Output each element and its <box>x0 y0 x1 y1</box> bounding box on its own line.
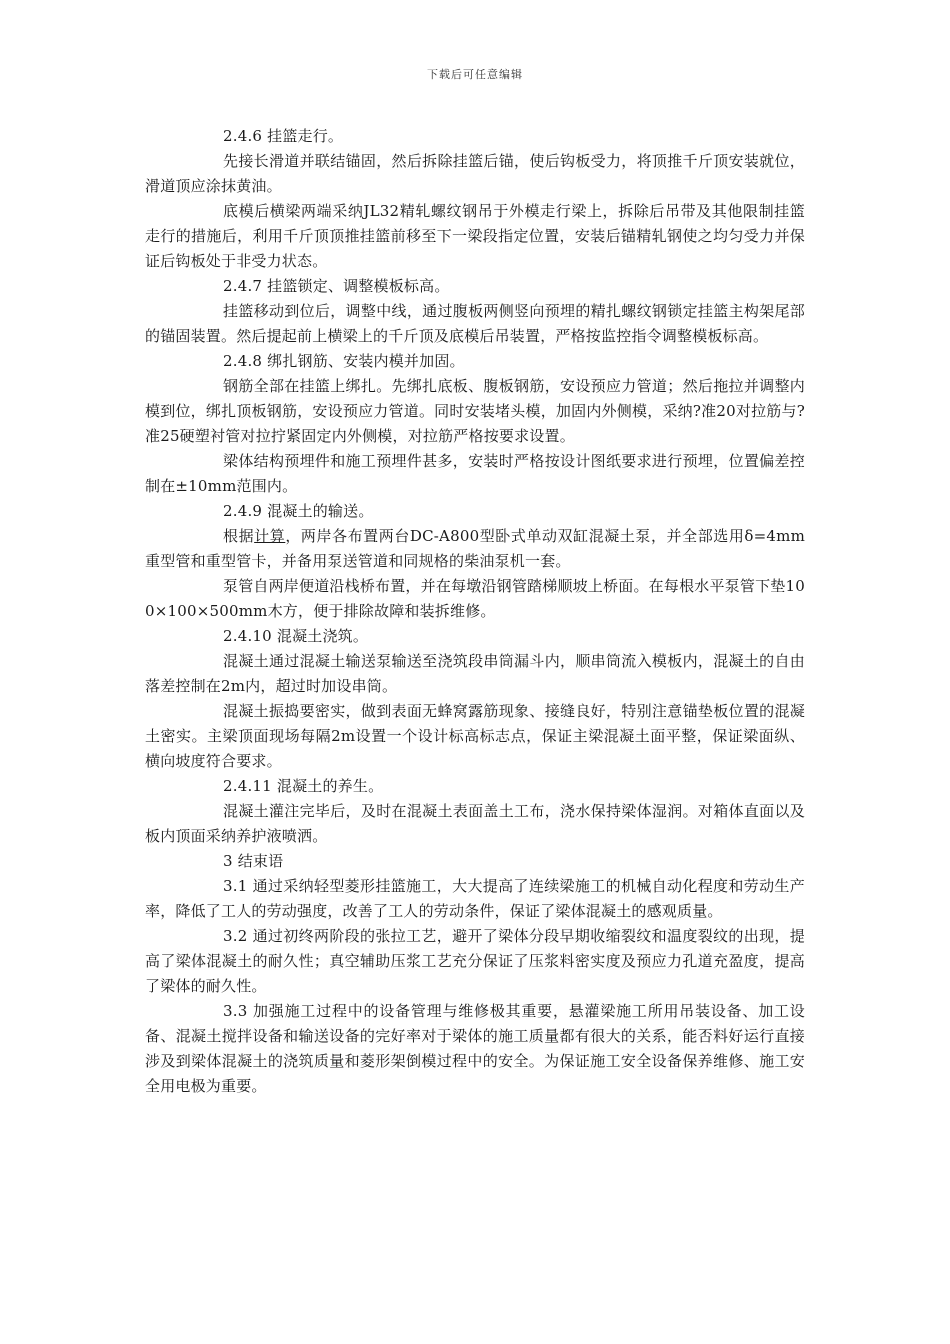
paragraph: 梁体结构预埋件和施工预埋件甚多，安装时严格按设计图纸要求进行预埋，位置偏差控制在±10mm范围内。 <box>145 452 805 495</box>
calculation-link[interactable]: 计算 <box>254 527 286 545</box>
heading-2-4-7: 2.4.7 挂篮锁定、调整模板标高。 <box>223 277 450 295</box>
paragraph: 先接长滑道并联结锚固，然后拆除挂篮后锚，使后钩板受力，将顶推千斤顶安装就位，滑道顶应涂抹黄油。 <box>145 152 805 195</box>
paragraph: 混凝土通过混凝土输送泵输送至浇筑段串筒漏斗内，顺串筒流入模板内，混凝土的自由落差控制在2m内，超过时加设串筒。 <box>145 652 805 695</box>
paragraph-text: ，两岸各布置两台DC-A800型卧式单动双缸混凝土泵，并全部选用δ=4mm重型管和重型管卡，并备用泵送管道和同规格的柴油泵机一套。 <box>145 527 806 570</box>
paragraph: 底模后横梁两端采纳JL32精轧螺纹钢吊于外模走行梁上，拆除后吊带及其他限制挂篮走行的措施后，利用千斤顶顶推挂篮前移至下一梁段指定位置，安装后锚精轧钢使之均匀受力并保证后钩板处于非受力状态。 <box>145 202 805 270</box>
paragraph: 3.3 加强施工过程中的设备管理与维修极其重要，悬灌梁施工所用吊装设备、加工设备、混凝土搅拌设备和输送设备的完好率对于梁体的施工质量都有很大的关系，能否料好运行直接涉及到梁体混凝土的浇筑质量和菱形架倒模过程中的安全。为保证施工安全设备保养维修、施工安全用电极为重要。 <box>145 1002 805 1095</box>
paragraph: 混凝土振捣要密实，做到表面无蜂窝露筋现象、接缝良好，特别注意锚垫板位置的混凝土密实。主梁顶面现场每隔2m设置一个设计标高标志点，保证主梁混凝土面平整，保证梁面纵、横向坡度符合要求。 <box>145 702 805 770</box>
paragraph: 混凝土灌注完毕后，及时在混凝土表面盖土工布，浇水保持梁体湿润。对箱体直面以及板内顶面采纳养护液喷洒。 <box>145 802 805 845</box>
heading-2-4-6: 2.4.6 挂篮走行。 <box>223 127 344 145</box>
paragraph <box>145 524 805 574</box>
heading-2-4-10: 2.4.10 混凝土浇筑。 <box>223 627 369 645</box>
paragraph-text: 根据 <box>223 527 255 545</box>
paragraph: 泵管自两岸便道沿栈桥布置，并在每墩沿钢管踏梯顺坡上桥面。在每根水平泵管下垫100×100×500mm木方，便于排除故障和装拆维修。 <box>145 577 805 620</box>
page-header: 下载后可任意编辑 <box>427 68 523 81</box>
heading-2-4-9: 2.4.9 混凝土的输送。 <box>223 502 374 520</box>
paragraph: 3.1 通过采纳轻型菱形挂篮施工，大大提高了连续梁施工的机械自动化程度和劳动生产率，降低了工人的劳动强度，改善了工人的劳动条件，保证了梁体混凝土的感观质量。 <box>145 877 805 920</box>
heading-2-4-11: 2.4.11 混凝土的养生。 <box>223 777 384 795</box>
paragraph: 挂篮移动到位后，调整中线，通过腹板两侧竖向预埋的精扎螺纹钢锁定挂篮主构架尾部的锚固装置。然后提起前上横梁上的千斤顶及底模后吊装置，严格按监控指令调整模板标高。 <box>145 302 805 345</box>
heading-2-4-8: 2.4.8 绑扎钢筋、安装内模并加固。 <box>223 352 465 370</box>
paragraph: 钢筋全部在挂篮上绑扎。先绑扎底板、腹板钢筋，安设预应力管道；然后拖拉并调整内模到位，绑扎顶板钢筋，安设预应力管道。同时安装堵头模，加固内外侧模，采纳?准20对拉筋与?准25硬塑衬管对拉拧紧固定内外侧模，对拉筋严格按要求设置。 <box>145 377 805 445</box>
paragraph: 3.2 通过初终两阶段的张拉工艺，避开了梁体分段早期收缩裂纹和温度裂纹的出现，提高了梁体混凝土的耐久性；真空辅助压浆工艺充分保证了压浆料密实度及预应力孔道充盈度，提高了梁体的耐久性。 <box>145 927 805 995</box>
heading-conclusion: 3 结束语 <box>223 852 284 870</box>
document-body <box>145 124 805 1099</box>
